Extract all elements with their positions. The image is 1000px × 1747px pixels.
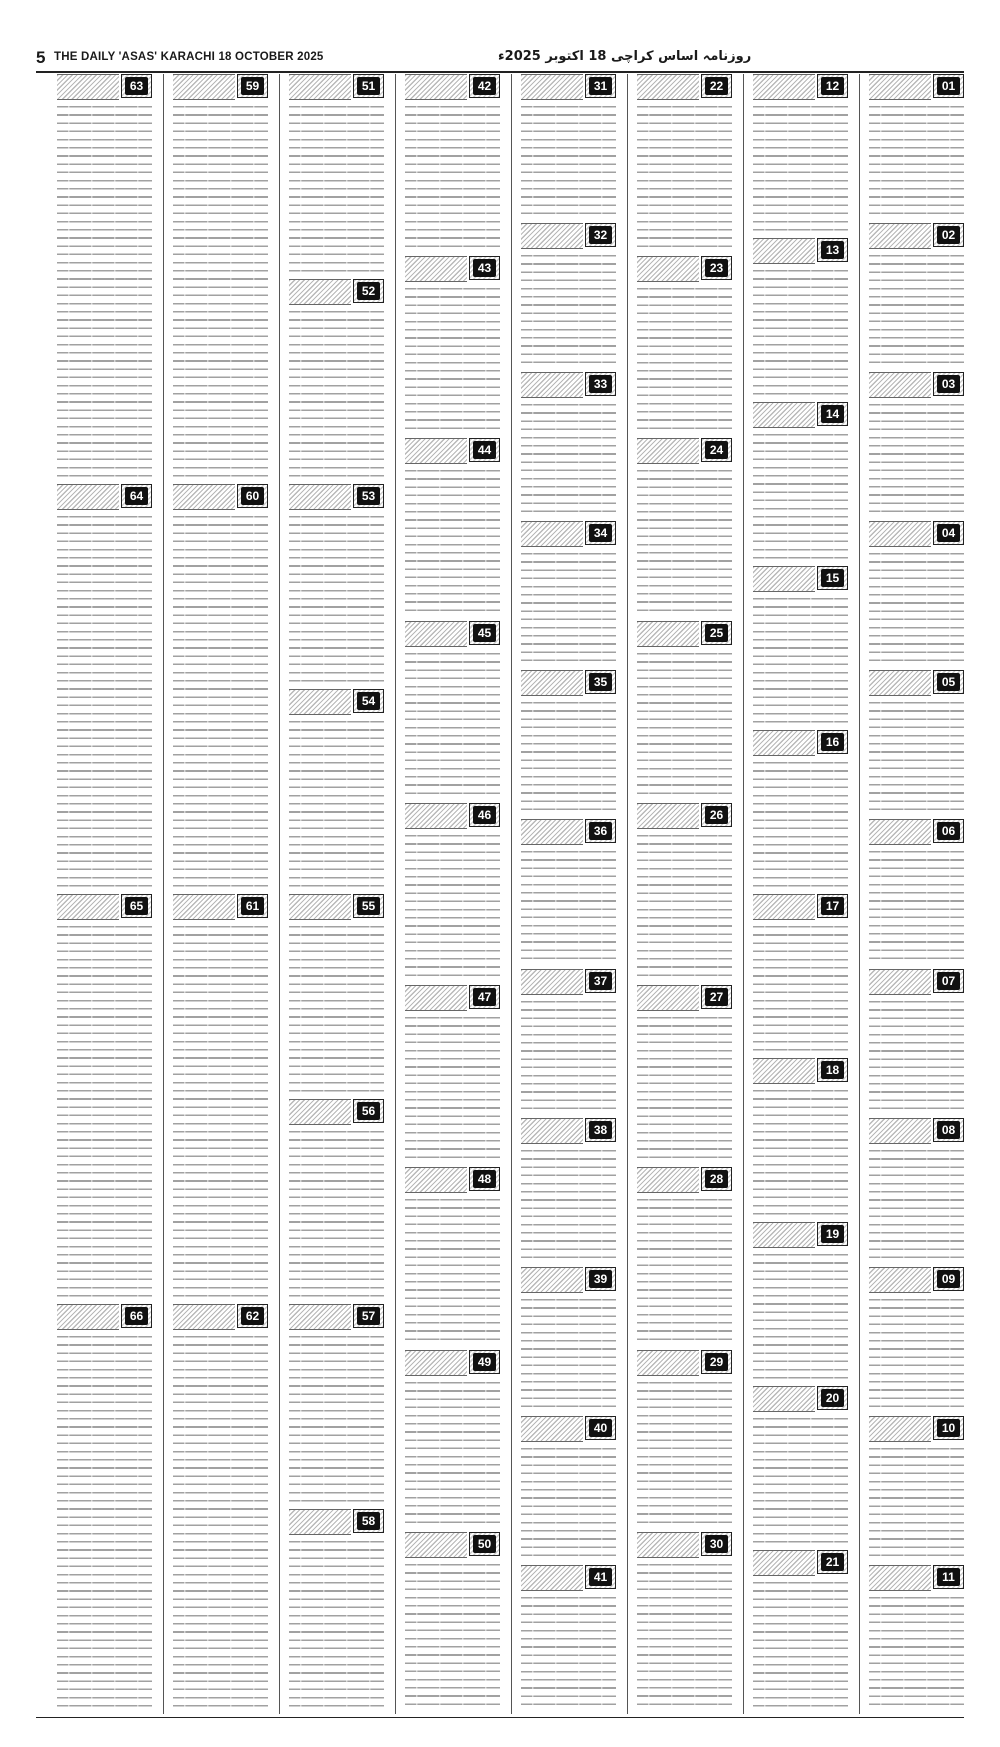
headline-hatch-bar xyxy=(637,438,699,464)
news-column xyxy=(173,74,268,1714)
news-item-body-text xyxy=(869,400,964,515)
headline-hatch-bar xyxy=(753,1550,815,1576)
news-item-number-badge xyxy=(933,670,964,694)
news-item-number-badge xyxy=(701,1532,732,1556)
news-item-number-badge xyxy=(121,894,152,918)
news-item-body-text xyxy=(869,997,964,1112)
headline-hatch-bar xyxy=(753,566,815,592)
headline-hatch-bar xyxy=(521,670,583,696)
headline-hatch-bar xyxy=(869,670,931,696)
headline-hatch-bar xyxy=(869,1416,931,1442)
news-item-number: 58 xyxy=(357,1512,380,1530)
footer-rule xyxy=(36,1717,964,1718)
news-item-body-text xyxy=(521,400,616,515)
news-item-number-badge xyxy=(933,1118,964,1142)
headline-hatch-bar xyxy=(637,621,699,647)
news-item-number: 55 xyxy=(357,897,380,915)
news-item-number-badge xyxy=(237,894,268,918)
news-item-number: 14 xyxy=(821,405,844,423)
news-item-body-text xyxy=(753,102,848,232)
news-item-number-badge xyxy=(353,1509,384,1533)
news-item-number-badge xyxy=(817,1386,848,1410)
headline-hatch-bar xyxy=(521,223,583,249)
headline-hatch-bar xyxy=(637,1532,699,1558)
headline-hatch-bar xyxy=(173,894,235,920)
news-item-body-text xyxy=(521,1444,616,1559)
news-item-number-badge xyxy=(353,279,384,303)
news-item-number: 60 xyxy=(241,487,264,505)
news-item-number: 25 xyxy=(705,624,728,642)
news-item-number: 41 xyxy=(589,1568,612,1586)
news-item-number-badge xyxy=(121,74,152,98)
news-item-number: 66 xyxy=(125,1307,148,1325)
news-item-body-text xyxy=(405,1378,500,1526)
news-item-body-text xyxy=(637,831,732,979)
urdu-newspaper-title: روزنامہ اساس کراچی 18 اکتوبر 2025ء xyxy=(498,49,752,64)
news-item-number-badge xyxy=(817,1550,848,1574)
headline-hatch-bar xyxy=(753,238,815,264)
headline-hatch-bar xyxy=(57,1304,119,1330)
news-item-number: 06 xyxy=(937,822,960,840)
news-item-body-text xyxy=(173,102,268,478)
news-item-number: 52 xyxy=(357,282,380,300)
news-item-number-badge xyxy=(237,74,268,98)
headline-hatch-bar xyxy=(637,256,699,282)
news-item-number: 27 xyxy=(705,988,728,1006)
news-item-body-text xyxy=(637,284,732,432)
headline-hatch-bar xyxy=(521,1118,583,1144)
header-rule xyxy=(36,71,964,73)
news-item-body-text xyxy=(289,512,384,683)
news-item-body-text xyxy=(637,1195,732,1343)
news-item-body-text xyxy=(173,922,268,1298)
news-item-number-badge xyxy=(469,74,500,98)
news-item-number-badge xyxy=(701,438,732,462)
headline-hatch-bar xyxy=(869,819,931,845)
news-item-number: 07 xyxy=(937,972,960,990)
news-column xyxy=(753,74,848,1714)
news-item-number: 08 xyxy=(937,1121,960,1139)
news-item-number: 65 xyxy=(125,897,148,915)
news-item-number-badge xyxy=(701,1167,732,1191)
news-item-number-badge xyxy=(701,803,732,827)
news-item-body-text xyxy=(57,922,152,1298)
news-item-number: 53 xyxy=(357,487,380,505)
news-item-number-badge xyxy=(933,1416,964,1440)
news-item-number: 37 xyxy=(589,972,612,990)
news-item-number-badge xyxy=(585,819,616,843)
news-item-number: 33 xyxy=(589,375,612,393)
news-item-number: 12 xyxy=(821,77,844,95)
news-column xyxy=(405,74,500,1714)
headline-hatch-bar xyxy=(405,1350,467,1376)
news-item-body-text xyxy=(405,1195,500,1343)
news-item-number-badge xyxy=(585,1118,616,1142)
headline-hatch-bar xyxy=(405,985,467,1011)
news-item-number: 23 xyxy=(705,259,728,277)
news-item-body-text xyxy=(869,102,964,217)
headline-hatch-bar xyxy=(289,1099,351,1125)
headline-hatch-bar xyxy=(289,1509,351,1535)
news-item-number: 59 xyxy=(241,77,264,95)
news-item-number: 38 xyxy=(589,1121,612,1139)
news-item-number: 57 xyxy=(357,1307,380,1325)
news-item-number: 34 xyxy=(589,524,612,542)
headline-hatch-bar xyxy=(869,969,931,995)
news-item-body-text xyxy=(521,251,616,366)
news-item-number-badge xyxy=(817,730,848,754)
news-item-number: 63 xyxy=(125,77,148,95)
news-item-number-badge xyxy=(353,74,384,98)
english-newspaper-title: THE DAILY 'ASAS' KARACHI 18 OCTOBER 2025 xyxy=(54,51,324,63)
news-item-number: 46 xyxy=(473,806,496,824)
news-item-body-text xyxy=(869,549,964,664)
news-item-number: 51 xyxy=(357,77,380,95)
news-item-number-badge xyxy=(817,1222,848,1246)
news-item-number-badge xyxy=(933,372,964,396)
headline-hatch-bar xyxy=(869,372,931,398)
column-divider xyxy=(163,74,164,1714)
news-item-number: 18 xyxy=(821,1061,844,1079)
news-item-number-badge xyxy=(933,1565,964,1589)
headline-hatch-bar xyxy=(405,74,467,100)
news-item-number-badge xyxy=(817,894,848,918)
news-item-number-badge xyxy=(585,670,616,694)
news-item-number: 36 xyxy=(589,822,612,840)
news-item-number: 17 xyxy=(821,897,844,915)
news-item-number: 47 xyxy=(473,988,496,1006)
news-item-number: 26 xyxy=(705,806,728,824)
news-item-number: 24 xyxy=(705,441,728,459)
news-item-number-badge xyxy=(817,402,848,426)
headline-hatch-bar xyxy=(521,1416,583,1442)
news-item-body-text xyxy=(637,466,732,614)
headline-hatch-bar xyxy=(753,1222,815,1248)
headline-hatch-bar xyxy=(869,1267,931,1293)
news-item-number: 56 xyxy=(357,1102,380,1120)
news-item-number-badge xyxy=(585,223,616,247)
headline-hatch-bar xyxy=(753,894,815,920)
news-item-body-text xyxy=(753,1414,848,1544)
news-item-body-text xyxy=(869,1146,964,1261)
headline-hatch-bar xyxy=(521,521,583,547)
news-item-number-badge xyxy=(469,621,500,645)
news-item-body-text xyxy=(521,1593,616,1708)
news-item-body-text xyxy=(289,717,384,888)
news-item-number: 20 xyxy=(821,1389,844,1407)
news-item-body-text xyxy=(753,266,848,396)
news-item-body-text xyxy=(753,1250,848,1380)
news-item-number: 09 xyxy=(937,1270,960,1288)
news-item-body-text xyxy=(869,698,964,813)
news-item-body-text xyxy=(869,251,964,366)
news-item-number-badge xyxy=(469,438,500,462)
news-item-body-text xyxy=(521,102,616,217)
news-item-number-badge xyxy=(585,74,616,98)
news-item-body-text xyxy=(289,102,384,273)
news-item-number: 48 xyxy=(473,1170,496,1188)
news-item-number: 32 xyxy=(589,226,612,244)
news-item-number-badge xyxy=(353,689,384,713)
headline-hatch-bar xyxy=(173,1304,235,1330)
news-item-number-badge xyxy=(353,894,384,918)
news-column xyxy=(637,74,732,1714)
headline-hatch-bar xyxy=(521,372,583,398)
news-item-number-badge xyxy=(353,1304,384,1328)
headline-hatch-bar xyxy=(289,689,351,715)
news-column xyxy=(521,74,616,1714)
headline-hatch-bar xyxy=(869,1565,931,1591)
headline-hatch-bar xyxy=(753,730,815,756)
headline-hatch-bar xyxy=(869,521,931,547)
news-item-number-badge xyxy=(585,1565,616,1589)
headline-hatch-bar xyxy=(57,484,119,510)
news-item-number: 01 xyxy=(937,77,960,95)
news-item-number: 28 xyxy=(705,1170,728,1188)
headline-hatch-bar xyxy=(173,484,235,510)
news-item-body-text xyxy=(637,102,732,250)
headline-hatch-bar xyxy=(637,1350,699,1376)
news-item-body-text xyxy=(869,1295,964,1410)
news-item-body-text xyxy=(405,466,500,614)
news-item-body-text xyxy=(57,512,152,888)
news-item-number-badge xyxy=(469,803,500,827)
news-item-number: 10 xyxy=(937,1419,960,1437)
column-divider xyxy=(627,74,628,1714)
news-item-body-text xyxy=(753,594,848,724)
news-item-number-badge xyxy=(933,819,964,843)
news-item-number: 29 xyxy=(705,1353,728,1371)
news-item-number: 19 xyxy=(821,1225,844,1243)
news-item-body-text xyxy=(289,1537,384,1708)
headline-hatch-bar xyxy=(637,985,699,1011)
news-item-number: 35 xyxy=(589,673,612,691)
news-item-number-badge xyxy=(817,1058,848,1082)
news-item-number: 62 xyxy=(241,1307,264,1325)
news-item-number-badge xyxy=(469,985,500,1009)
news-item-body-text xyxy=(405,1013,500,1161)
headline-hatch-bar xyxy=(289,1304,351,1330)
news-item-number: 45 xyxy=(473,624,496,642)
news-item-number-badge xyxy=(237,484,268,508)
news-column xyxy=(289,74,384,1714)
news-item-body-text xyxy=(869,1444,964,1559)
news-item-number: 11 xyxy=(937,1568,960,1586)
news-item-number: 49 xyxy=(473,1353,496,1371)
news-item-number-badge xyxy=(701,74,732,98)
headline-hatch-bar xyxy=(521,1267,583,1293)
news-item-number-badge xyxy=(469,1167,500,1191)
news-item-number-badge xyxy=(469,1350,500,1374)
news-item-number-badge xyxy=(353,1099,384,1123)
headline-hatch-bar xyxy=(753,1058,815,1084)
column-divider xyxy=(859,74,860,1714)
news-item-number-badge xyxy=(701,1350,732,1374)
news-item-number-badge xyxy=(933,521,964,545)
news-item-body-text xyxy=(869,847,964,962)
news-item-body-text xyxy=(753,758,848,888)
headline-hatch-bar xyxy=(521,74,583,100)
news-item-number: 42 xyxy=(473,77,496,95)
news-item-body-text xyxy=(289,1127,384,1298)
headline-hatch-bar xyxy=(637,1167,699,1193)
news-item-body-text xyxy=(405,831,500,979)
news-item-number: 43 xyxy=(473,259,496,277)
news-item-body-text xyxy=(173,512,268,888)
headline-hatch-bar xyxy=(173,74,235,100)
news-item-body-text xyxy=(405,102,500,250)
news-item-number-badge xyxy=(817,238,848,262)
news-item-body-text xyxy=(753,922,848,1052)
news-item-number-badge xyxy=(353,484,384,508)
news-item-number: 13 xyxy=(821,241,844,259)
news-item-number-badge xyxy=(469,256,500,280)
news-item-number: 16 xyxy=(821,733,844,751)
news-item-number: 03 xyxy=(937,375,960,393)
news-item-number-badge xyxy=(701,256,732,280)
news-item-body-text xyxy=(753,1086,848,1216)
news-columns xyxy=(36,74,964,1714)
news-item-body-text xyxy=(521,698,616,813)
news-column xyxy=(869,74,964,1714)
news-item-number: 02 xyxy=(937,226,960,244)
news-item-body-text xyxy=(753,430,848,560)
news-column xyxy=(57,74,152,1714)
headline-hatch-bar xyxy=(405,1167,467,1193)
column-divider xyxy=(279,74,280,1714)
news-item-number-badge xyxy=(469,1532,500,1556)
news-item-body-text xyxy=(521,847,616,962)
news-item-number-badge xyxy=(237,1304,268,1328)
column-divider xyxy=(395,74,396,1714)
news-item-number: 15 xyxy=(821,569,844,587)
headline-hatch-bar xyxy=(753,1386,815,1412)
headline-hatch-bar xyxy=(869,74,931,100)
news-item-body-text xyxy=(521,549,616,664)
news-item-number: 22 xyxy=(705,77,728,95)
news-item-body-text xyxy=(637,1378,732,1526)
news-item-body-text xyxy=(405,649,500,797)
news-item-number-badge xyxy=(585,1416,616,1440)
news-item-number: 50 xyxy=(473,1535,496,1553)
news-item-body-text xyxy=(869,1593,964,1708)
page-number: 5 xyxy=(36,48,46,67)
news-item-number: 39 xyxy=(589,1270,612,1288)
headline-hatch-bar xyxy=(869,223,931,249)
headline-hatch-bar xyxy=(405,803,467,829)
news-item-number-badge xyxy=(701,985,732,1009)
news-item-number-badge xyxy=(585,372,616,396)
news-item-number-badge xyxy=(933,223,964,247)
news-item-body-text xyxy=(289,307,384,478)
news-item-body-text xyxy=(289,1332,384,1503)
headline-hatch-bar xyxy=(289,74,351,100)
column-divider xyxy=(511,74,512,1714)
news-item-body-text xyxy=(57,1332,152,1708)
news-item-number-badge xyxy=(701,621,732,645)
headline-hatch-bar xyxy=(753,74,815,100)
news-item-number: 64 xyxy=(125,487,148,505)
news-item-number: 40 xyxy=(589,1419,612,1437)
headline-hatch-bar xyxy=(869,1118,931,1144)
news-item-number-badge xyxy=(933,1267,964,1291)
headline-hatch-bar xyxy=(405,621,467,647)
headline-hatch-bar xyxy=(57,894,119,920)
headline-hatch-bar xyxy=(289,279,351,305)
news-item-body-text xyxy=(521,1295,616,1410)
news-item-number-badge xyxy=(585,1267,616,1291)
news-item-body-text xyxy=(289,922,384,1093)
headline-hatch-bar xyxy=(753,402,815,428)
news-item-number-badge xyxy=(817,74,848,98)
news-item-number: 61 xyxy=(241,897,264,915)
news-item-number-badge xyxy=(933,74,964,98)
news-item-number-badge xyxy=(585,969,616,993)
news-item-number-badge xyxy=(933,969,964,993)
news-item-number: 05 xyxy=(937,673,960,691)
headline-hatch-bar xyxy=(405,256,467,282)
news-item-number-badge xyxy=(121,484,152,508)
news-item-number-badge xyxy=(121,1304,152,1328)
news-item-body-text xyxy=(753,1578,848,1708)
news-item-body-text xyxy=(405,1560,500,1708)
news-item-number: 30 xyxy=(705,1535,728,1553)
headline-hatch-bar xyxy=(405,438,467,464)
headline-hatch-bar xyxy=(289,894,351,920)
news-item-body-text xyxy=(57,102,152,478)
masthead xyxy=(36,48,964,70)
headline-hatch-bar xyxy=(521,819,583,845)
news-item-number: 54 xyxy=(357,692,380,710)
news-item-body-text xyxy=(637,1560,732,1708)
news-item-number-badge xyxy=(585,521,616,545)
news-item-number-badge xyxy=(817,566,848,590)
news-item-body-text xyxy=(405,284,500,432)
news-item-number: 21 xyxy=(821,1553,844,1571)
column-divider xyxy=(743,74,744,1714)
headline-hatch-bar xyxy=(521,969,583,995)
headline-hatch-bar xyxy=(637,74,699,100)
headline-hatch-bar xyxy=(521,1565,583,1591)
news-item-body-text xyxy=(637,1013,732,1161)
headline-hatch-bar xyxy=(405,1532,467,1558)
news-item-number: 44 xyxy=(473,441,496,459)
news-item-number: 31 xyxy=(589,77,612,95)
news-item-body-text xyxy=(521,1146,616,1261)
headline-hatch-bar xyxy=(57,74,119,100)
headline-hatch-bar xyxy=(637,803,699,829)
news-item-body-text xyxy=(521,997,616,1112)
headline-hatch-bar xyxy=(289,484,351,510)
news-item-number: 04 xyxy=(937,524,960,542)
news-item-body-text xyxy=(637,649,732,797)
news-item-body-text xyxy=(173,1332,268,1708)
